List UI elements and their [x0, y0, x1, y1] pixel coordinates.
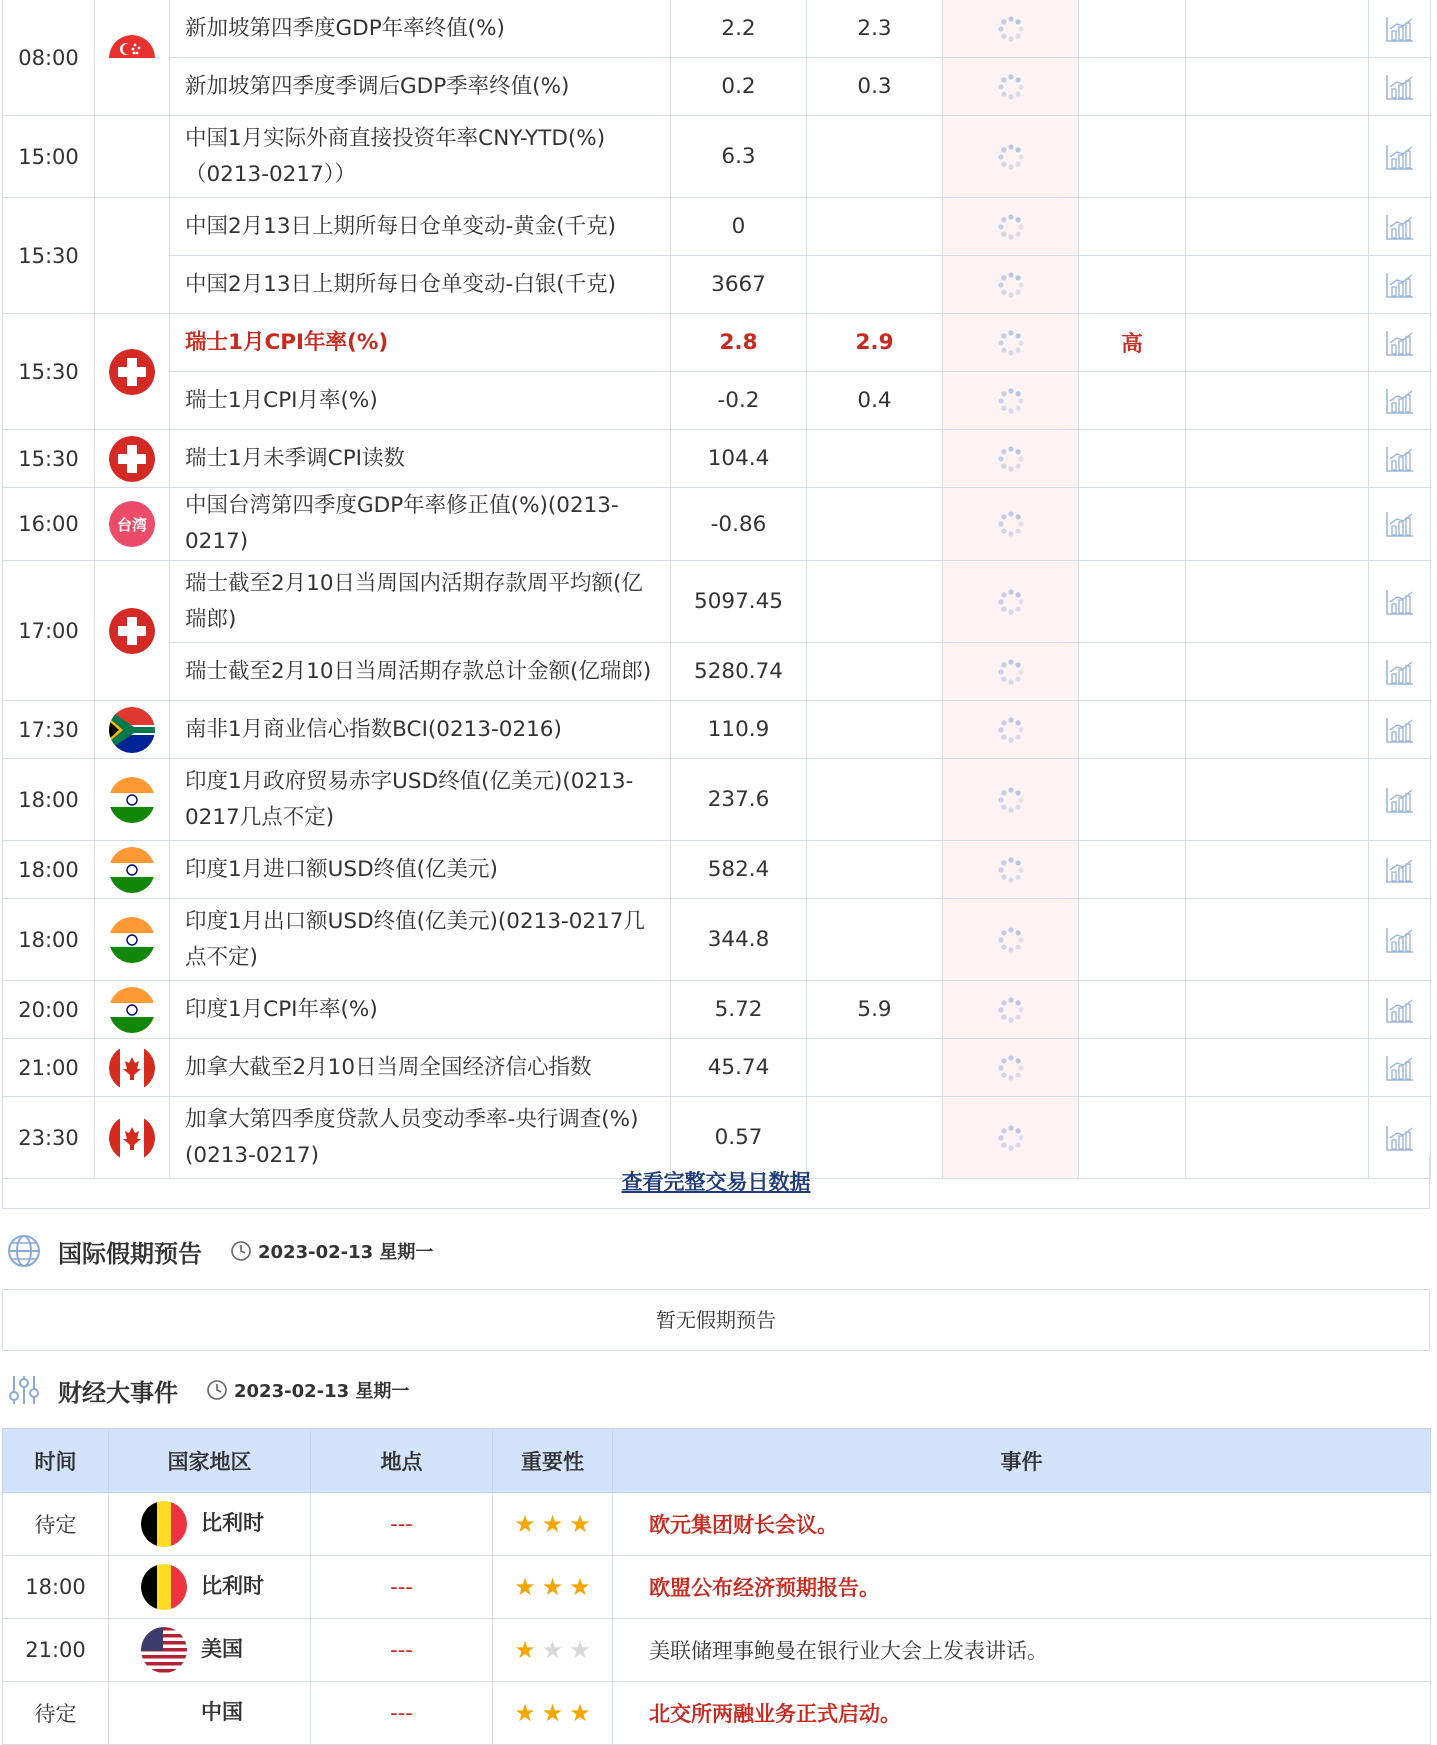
indicator-name[interactable]: 新加坡第四季度GDP年率终值(%)	[170, 0, 671, 58]
interpretation-cell	[1186, 314, 1369, 372]
event-country	[109, 1682, 311, 1745]
loading-spinner-icon	[996, 270, 1026, 300]
importance-level: 高	[1079, 314, 1186, 372]
interpretation-cell	[1186, 372, 1369, 430]
interpretation-cell	[1186, 841, 1369, 899]
previous-value: 5.72	[671, 981, 807, 1039]
indicator-name[interactable]: 印度1月进口额USD终值(亿美元)	[170, 841, 671, 899]
chart-icon[interactable]	[1385, 213, 1415, 241]
event-time: 18:00	[3, 899, 95, 981]
star-icon: ★	[514, 1699, 536, 1727]
country-flag-cell	[95, 488, 170, 561]
importance-level	[1079, 841, 1186, 899]
actual-value-cell	[943, 314, 1079, 372]
events-section-header	[6, 1368, 409, 1412]
interpretation-cell	[1186, 1039, 1369, 1097]
previous-value: 582.4	[671, 841, 807, 899]
event-time: 21:00	[3, 1039, 95, 1097]
indicator-name[interactable]: 中国台湾第四季度GDP年率修正值(%)(0213-0217)	[170, 488, 671, 561]
indicator-name[interactable]: 南非1月商业信心指数BCI(0213-0216)	[170, 701, 671, 759]
loading-spinner-icon	[996, 1053, 1026, 1083]
star-icon: ★	[541, 1510, 564, 1538]
event-row	[3, 1493, 1431, 1556]
chart-icon[interactable]	[1385, 271, 1415, 299]
actual-value-cell	[943, 256, 1079, 314]
importance-level	[1079, 981, 1186, 1039]
previous-value: 3667	[671, 256, 807, 314]
chart-icon[interactable]	[1385, 510, 1415, 538]
importance-level	[1079, 759, 1186, 841]
chart-cell	[1369, 430, 1431, 488]
economic-row	[3, 256, 1431, 314]
header-country: 国家地区	[109, 1429, 311, 1493]
chart-cell	[1369, 981, 1431, 1039]
event-time: 15:30	[3, 198, 95, 314]
chart-cell	[1369, 116, 1431, 198]
country-name: 中国	[201, 1700, 243, 1724]
importance-level	[1079, 561, 1186, 643]
chart-cell	[1369, 372, 1431, 430]
chart-cell	[1369, 759, 1431, 841]
actual-value-cell	[943, 981, 1079, 1039]
economic-row	[3, 372, 1431, 430]
chart-icon[interactable]	[1385, 1124, 1415, 1152]
switzerland-flag-icon	[109, 608, 155, 654]
previous-value: 0.57	[671, 1097, 807, 1179]
header-location: 地点	[311, 1429, 493, 1493]
importance-level	[1079, 372, 1186, 430]
event-time: 18:00	[3, 841, 95, 899]
forecast-value: 2.9	[807, 314, 943, 372]
loading-spinner-icon	[996, 925, 1026, 955]
chart-cell	[1369, 0, 1431, 58]
economic-row	[3, 899, 1431, 981]
event-location: ---	[311, 1682, 493, 1745]
previous-value: 2.8	[671, 314, 807, 372]
previous-value: 344.8	[671, 899, 807, 981]
interpretation-cell	[1186, 981, 1369, 1039]
country-flag-cell	[95, 981, 170, 1039]
forecast-value	[807, 256, 943, 314]
indicator-name[interactable]: 中国1月实际外商直接投资年率CNY-YTD(%)（0213-0217））	[170, 116, 671, 198]
chart-icon[interactable]	[1385, 588, 1415, 616]
actual-value-cell	[943, 841, 1079, 899]
indicator-name[interactable]: 新加坡第四季度季调后GDP季率终值(%)	[170, 58, 671, 116]
indicator-name[interactable]: 瑞士1月CPI年率(%)	[170, 314, 671, 372]
importance-level	[1079, 430, 1186, 488]
previous-value: 2.2	[671, 0, 807, 58]
importance-level	[1079, 58, 1186, 116]
country-flag-cell	[95, 1039, 170, 1097]
usa-flag-icon	[141, 1627, 187, 1673]
indicator-name[interactable]: 中国2月13日上期所每日仓单变动-黄金(千克)	[170, 198, 671, 256]
chart-cell	[1369, 488, 1431, 561]
full-data-link[interactable]: 查看完整交易日数据	[621, 1170, 811, 1194]
svg-text:台湾: 台湾	[116, 516, 148, 534]
canada-flag-icon	[109, 1045, 155, 1091]
economic-row	[3, 198, 1431, 256]
economic-row	[3, 643, 1431, 701]
importance-level	[1079, 488, 1186, 561]
events-header-row	[3, 1429, 1431, 1493]
economic-data-table	[2, 0, 1431, 1179]
globe-icon	[6, 1233, 42, 1269]
interpretation-cell	[1186, 488, 1369, 561]
previous-value: 237.6	[671, 759, 807, 841]
importance-level	[1079, 643, 1186, 701]
economic-row	[3, 0, 1431, 58]
clock-icon	[206, 1379, 228, 1401]
loading-spinner-icon	[996, 212, 1026, 242]
chart-cell	[1369, 561, 1431, 643]
forecast-value	[807, 488, 943, 561]
event-time: 待定	[3, 1493, 109, 1556]
forecast-value	[807, 561, 943, 643]
chart-icon[interactable]	[1385, 786, 1415, 814]
economic-row	[3, 981, 1431, 1039]
chart-icon[interactable]	[1385, 73, 1415, 101]
forecast-value	[807, 116, 943, 198]
event-country	[109, 1619, 311, 1682]
event-time: 15:00	[3, 116, 95, 198]
forecast-value: 0.3	[807, 58, 943, 116]
holiday-section-header	[6, 1229, 433, 1273]
previous-value: 6.3	[671, 116, 807, 198]
chart-cell	[1369, 256, 1431, 314]
loading-spinner-icon	[996, 715, 1026, 745]
star-icon: ★	[569, 1573, 591, 1601]
actual-value-cell	[943, 561, 1079, 643]
event-time: 待定	[3, 1682, 109, 1745]
south-africa-flag-icon	[109, 707, 155, 753]
event-location: ---	[311, 1556, 493, 1619]
interpretation-cell	[1186, 116, 1369, 198]
chart-icon[interactable]	[1385, 1054, 1415, 1082]
indicator-name[interactable]: 印度1月CPI年率(%)	[170, 981, 671, 1039]
forecast-value: 0.4	[807, 372, 943, 430]
interpretation-cell	[1186, 701, 1369, 759]
loading-spinner-icon	[996, 386, 1026, 416]
interpretation-cell	[1186, 198, 1369, 256]
events-table	[2, 1428, 1431, 1745]
economic-row	[3, 314, 1431, 372]
indicator-name[interactable]: 印度1月政府贸易赤字USD终值(亿美元)(0213-0217几点不定)	[170, 759, 671, 841]
actual-value-cell	[943, 759, 1079, 841]
actual-value-cell	[943, 198, 1079, 256]
star-icon: ★	[541, 1573, 564, 1601]
economic-row	[3, 488, 1431, 561]
event-country	[109, 1556, 311, 1619]
forecast-value	[807, 701, 943, 759]
previous-value: -0.2	[671, 372, 807, 430]
previous-value: 5280.74	[671, 643, 807, 701]
star-icon: ★	[514, 1510, 536, 1538]
importance-level	[1079, 116, 1186, 198]
economic-row	[3, 58, 1431, 116]
loading-spinner-icon	[996, 72, 1026, 102]
switzerland-flag-icon	[109, 436, 155, 482]
chart-icon[interactable]	[1385, 658, 1415, 686]
forecast-value: 2.3	[807, 0, 943, 58]
interpretation-cell	[1186, 430, 1369, 488]
previous-value: -0.86	[671, 488, 807, 561]
loading-spinner-icon	[996, 855, 1026, 885]
importance-level	[1079, 198, 1186, 256]
interpretation-cell	[1186, 643, 1369, 701]
previous-value: 104.4	[671, 430, 807, 488]
indicator-name[interactable]: 中国2月13日上期所每日仓单变动-白银(千克)	[170, 256, 671, 314]
india-flag-icon	[109, 777, 155, 823]
loading-spinner-icon	[996, 657, 1026, 687]
loading-spinner-icon	[996, 142, 1026, 172]
indicator-name[interactable]: 瑞士截至2月10日当周国内活期存款周平均额(亿瑞郎)	[170, 561, 671, 643]
economic-row	[3, 1039, 1431, 1097]
actual-value-cell	[943, 488, 1079, 561]
actual-value-cell	[943, 372, 1079, 430]
event-time: 17:00	[3, 561, 95, 701]
event-location: ---	[311, 1493, 493, 1556]
actual-value-cell	[943, 0, 1079, 58]
previous-value: 5097.45	[671, 561, 807, 643]
economic-row	[3, 841, 1431, 899]
star-icon: ★	[569, 1510, 591, 1538]
loading-spinner-icon	[996, 14, 1026, 44]
star-icon: ★	[514, 1573, 536, 1601]
economic-row	[3, 430, 1431, 488]
event-description[interactable]: 北交所两融业务正式启动。	[613, 1682, 1431, 1745]
event-description[interactable]: 美联储理事鲍曼在银行业大会上发表讲话。	[613, 1619, 1431, 1682]
economic-row	[3, 116, 1431, 198]
taiwan-flag-icon	[109, 501, 155, 547]
importance-stars	[493, 1493, 613, 1556]
header-event: 事件	[613, 1429, 1431, 1493]
interpretation-cell	[1186, 58, 1369, 116]
header-time: 时间	[3, 1429, 109, 1493]
forecast-value	[807, 643, 943, 701]
loading-spinner-icon	[996, 444, 1026, 474]
importance-stars	[493, 1556, 613, 1619]
event-time: 18:00	[3, 759, 95, 841]
canada-flag-icon	[109, 1115, 155, 1161]
india-flag-icon	[109, 847, 155, 893]
loading-spinner-icon	[996, 995, 1026, 1025]
switzerland-flag-icon	[109, 349, 155, 395]
singapore-flag-icon	[109, 35, 155, 81]
interpretation-cell	[1186, 0, 1369, 58]
holiday-section-date: 2023-02-13 星期一	[258, 1242, 434, 1263]
event-time: 08:00	[3, 0, 95, 116]
country-name: 比利时	[201, 1511, 264, 1535]
forecast-value	[807, 430, 943, 488]
event-row	[3, 1556, 1431, 1619]
event-time: 17:30	[3, 701, 95, 759]
forecast-value	[807, 841, 943, 899]
clock-icon	[230, 1240, 252, 1262]
star-icon: ★	[541, 1699, 564, 1727]
previous-value: 0	[671, 198, 807, 256]
country-flag-cell	[95, 841, 170, 899]
holiday-section-title: 国际假期预告	[58, 1239, 202, 1268]
chart-icon[interactable]	[1385, 387, 1415, 415]
previous-value: 45.74	[671, 1039, 807, 1097]
event-country	[109, 1493, 311, 1556]
interpretation-cell	[1186, 561, 1369, 643]
actual-value-cell	[943, 430, 1079, 488]
country-flag-cell	[95, 314, 170, 430]
chart-cell	[1369, 198, 1431, 256]
india-flag-icon	[109, 917, 155, 963]
event-time: 15:30	[3, 314, 95, 430]
event-time: 21:00	[3, 1619, 109, 1682]
indicator-name[interactable]: 瑞士截至2月10日当周活期存款总计金额(亿瑞郎)	[170, 643, 671, 701]
belgium-flag-icon	[141, 1564, 187, 1610]
chart-icon[interactable]	[1385, 143, 1415, 171]
event-description[interactable]: 欧元集团财长会议。	[613, 1493, 1431, 1556]
forecast-value: 5.9	[807, 981, 943, 1039]
importance-stars	[493, 1682, 613, 1745]
star-icon: ★	[569, 1699, 591, 1727]
indicator-name[interactable]: 加拿大截至2月10日当周全国经济信心指数	[170, 1039, 671, 1097]
forecast-value	[807, 1039, 943, 1097]
loading-spinner-icon	[996, 587, 1026, 617]
star-icon: ★	[569, 1636, 591, 1664]
actual-value-cell	[943, 116, 1079, 198]
importance-level	[1079, 256, 1186, 314]
interpretation-cell	[1186, 256, 1369, 314]
event-time: 15:30	[3, 430, 95, 488]
sliders-icon	[6, 1372, 42, 1408]
chart-icon[interactable]	[1385, 996, 1415, 1024]
chart-cell	[1369, 1039, 1431, 1097]
forecast-value	[807, 198, 943, 256]
chart-icon[interactable]	[1385, 856, 1415, 884]
country-flag-cell	[95, 899, 170, 981]
forecast-value	[807, 759, 943, 841]
previous-value: 110.9	[671, 701, 807, 759]
country-name: 比利时	[201, 1574, 264, 1598]
event-time: 23:30	[3, 1097, 95, 1179]
chart-icon[interactable]	[1385, 15, 1415, 43]
economic-row	[3, 759, 1431, 841]
indicator-name[interactable]: 瑞士1月未季调CPI读数	[170, 430, 671, 488]
chart-cell	[1369, 58, 1431, 116]
loading-spinner-icon	[996, 509, 1026, 539]
importance-stars	[493, 1619, 613, 1682]
chart-cell	[1369, 643, 1431, 701]
importance-level	[1079, 0, 1186, 58]
india-flag-icon	[109, 987, 155, 1033]
event-time: 18:00	[3, 1556, 109, 1619]
economic-row	[3, 701, 1431, 759]
actual-value-cell	[943, 899, 1079, 981]
loading-spinner-icon	[996, 1123, 1026, 1153]
event-time: 20:00	[3, 981, 95, 1039]
importance-level	[1079, 701, 1186, 759]
chart-cell	[1369, 899, 1431, 981]
event-row	[3, 1682, 1431, 1745]
event-time: 16:00	[3, 488, 95, 561]
importance-level	[1079, 1039, 1186, 1097]
country-flag-cell	[95, 0, 170, 116]
holiday-empty-message: 暂无假期预告	[2, 1289, 1430, 1351]
loading-spinner-icon	[996, 328, 1026, 358]
chart-icon[interactable]	[1385, 445, 1415, 473]
actual-value-cell	[943, 58, 1079, 116]
chart-cell	[1369, 701, 1431, 759]
country-flag-cell	[95, 430, 170, 488]
chart-cell	[1369, 841, 1431, 899]
interpretation-cell	[1186, 899, 1369, 981]
indicator-name[interactable]: 瑞士1月CPI月率(%)	[170, 372, 671, 430]
country-flag-cell	[95, 198, 170, 314]
indicator-name[interactable]: 加拿大第四季度贷款人员变动季率-央行调查(%)(0213-0217)	[170, 1097, 671, 1179]
forecast-value	[807, 899, 943, 981]
importance-level	[1079, 899, 1186, 981]
previous-value: 0.2	[671, 58, 807, 116]
country-flag-cell	[95, 116, 170, 198]
events-section-title: 财经大事件	[58, 1378, 178, 1407]
economic-row	[3, 561, 1431, 643]
country-flag-cell	[95, 561, 170, 701]
country-name: 美国	[201, 1637, 243, 1661]
chart-icon[interactable]	[1385, 926, 1415, 954]
chart-cell	[1369, 314, 1431, 372]
chart-icon[interactable]	[1385, 329, 1415, 357]
chart-icon[interactable]	[1385, 716, 1415, 744]
star-icon: ★	[541, 1636, 564, 1664]
belgium-flag-icon	[141, 1501, 187, 1547]
actual-value-cell	[943, 701, 1079, 759]
event-location: ---	[311, 1619, 493, 1682]
actual-value-cell	[943, 643, 1079, 701]
flag-placeholder	[141, 1690, 187, 1736]
actual-value-cell	[943, 1039, 1079, 1097]
interpretation-cell	[1186, 759, 1369, 841]
header-importance: 重要性	[493, 1429, 613, 1493]
country-flag-cell	[95, 759, 170, 841]
loading-spinner-icon	[996, 785, 1026, 815]
star-icon: ★	[514, 1636, 536, 1664]
country-flag-cell	[95, 701, 170, 759]
indicator-name[interactable]: 印度1月出口额USD终值(亿美元)(0213-0217几点不定)	[170, 899, 671, 981]
full-data-link-row	[2, 1156, 1430, 1209]
event-row	[3, 1619, 1431, 1682]
event-description[interactable]: 欧盟公布经济预期报告。	[613, 1556, 1431, 1619]
events-section-date: 2023-02-13 星期一	[234, 1381, 410, 1402]
